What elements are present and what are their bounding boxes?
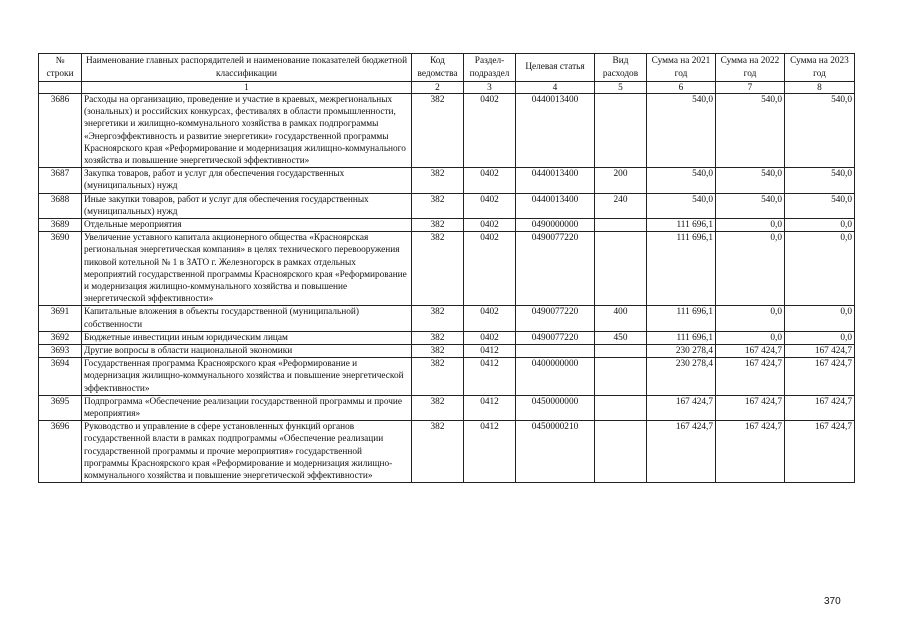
row-section: 0402 <box>464 168 516 193</box>
row-target: 0490000000 <box>516 219 595 232</box>
row-number: 3691 <box>39 306 82 331</box>
row-code: 382 <box>412 232 464 306</box>
row-sum-2022: 0,0 <box>716 306 785 331</box>
row-kind: 400 <box>595 306 647 331</box>
row-section: 0402 <box>464 94 516 168</box>
row-code: 382 <box>412 94 464 168</box>
row-sum-2022: 167 424,7 <box>716 358 785 396</box>
table-row <box>39 168 855 193</box>
column-number: 3 <box>464 82 516 94</box>
row-sum-2022: 540,0 <box>716 193 785 218</box>
column-number: 7 <box>716 82 785 94</box>
row-target: 0490077220 <box>516 232 595 306</box>
header-name: Наименование главных распорядителей и наименование показателей бюджетной классификации <box>82 54 412 82</box>
row-sum-2023: 167 424,7 <box>785 421 855 483</box>
table-body <box>39 94 855 483</box>
table-row <box>39 306 855 331</box>
row-sum-2022: 0,0 <box>716 232 785 306</box>
table-row <box>39 331 855 344</box>
row-sum-2022: 167 424,7 <box>716 345 785 358</box>
header-target: Целевая статья <box>516 54 595 82</box>
row-kind <box>595 421 647 483</box>
row-name: Подпрограмма «Обеспечение реализации государственной программы и прочие мероприятия» <box>82 395 412 420</box>
row-sum-2021: 111 696,1 <box>647 232 716 306</box>
header-code: Код ведомства <box>412 54 464 82</box>
row-target: 0490077220 <box>516 331 595 344</box>
row-code: 382 <box>412 331 464 344</box>
column-number: 5 <box>595 82 647 94</box>
row-kind <box>595 395 647 420</box>
row-sum-2023: 0,0 <box>785 219 855 232</box>
table-row <box>39 421 855 483</box>
row-section: 0412 <box>464 421 516 483</box>
budget-table <box>38 53 855 483</box>
header-row <box>39 54 855 82</box>
row-section: 0412 <box>464 358 516 396</box>
row-target: 0450000000 <box>516 395 595 420</box>
table-row <box>39 395 855 420</box>
row-sum-2021: 111 696,1 <box>647 306 716 331</box>
row-sum-2021: 230 278,4 <box>647 345 716 358</box>
table-row <box>39 345 855 358</box>
table-row <box>39 193 855 218</box>
table-header <box>39 54 855 94</box>
row-kind <box>595 232 647 306</box>
row-code: 382 <box>412 421 464 483</box>
row-name: Бюджетные инвестиции иным юридическим лицам <box>82 331 412 344</box>
page-number: 370 <box>824 596 841 607</box>
row-sum-2023: 167 424,7 <box>785 345 855 358</box>
row-section: 0412 <box>464 345 516 358</box>
row-target: 0440013400 <box>516 193 595 218</box>
row-name: Отдельные мероприятия <box>82 219 412 232</box>
row-sum-2023: 540,0 <box>785 193 855 218</box>
row-name: Государственная программа Красноярского края «Реформирование и модернизация жилищно-коммунального хозяйства и повышение энергетической эффективности» <box>82 358 412 396</box>
row-name: Увеличение уставного капитала акционерного общества «Красноярская региональная энергетическая компания» в целях технического перевооружения пиковой котельной № 1 в ЗАТО г. Железногорск в рамках отдельных мероприятий государственной программы Красноярского края «Реформирование и модернизация жилищно-коммунального хозяйства и повышение энергетической эффективности» <box>82 232 412 306</box>
row-kind <box>595 358 647 396</box>
row-code: 382 <box>412 395 464 420</box>
column-number: 6 <box>647 82 716 94</box>
row-number: 3689 <box>39 219 82 232</box>
column-number: 8 <box>785 82 855 94</box>
row-sum-2021: 167 424,7 <box>647 421 716 483</box>
row-kind: 450 <box>595 331 647 344</box>
row-sum-2021: 111 696,1 <box>647 331 716 344</box>
row-sum-2021: 167 424,7 <box>647 395 716 420</box>
header-sum-2022: Сумма на 2022 год <box>716 54 785 82</box>
column-number: 2 <box>412 82 464 94</box>
row-number: 3687 <box>39 168 82 193</box>
row-sum-2021: 540,0 <box>647 168 716 193</box>
header-kind: Вид расходов <box>595 54 647 82</box>
row-code: 382 <box>412 345 464 358</box>
row-sum-2023: 540,0 <box>785 94 855 168</box>
row-name: Руководство и управление в сфере установленных функций органов государственной власти в рамках подпрограммы «Обеспечение реализации государственной программы и прочие мероприятия» государственной программы Красноярского края «Реформирование и модернизация жилищно-коммунального хозяйства и повышение энергетической эффективности» <box>82 421 412 483</box>
header-section: Раздел-подраздел <box>464 54 516 82</box>
row-name: Иные закупки товаров, работ и услуг для обеспечения государственных (муниципальных) нужд <box>82 193 412 218</box>
table-row <box>39 94 855 168</box>
row-sum-2022: 540,0 <box>716 94 785 168</box>
row-sum-2021: 540,0 <box>647 94 716 168</box>
row-number: 3694 <box>39 358 82 396</box>
row-target: 0400000000 <box>516 358 595 396</box>
row-kind <box>595 94 647 168</box>
row-section: 0402 <box>464 232 516 306</box>
row-code: 382 <box>412 306 464 331</box>
row-name: Другие вопросы в области национальной экономики <box>82 345 412 358</box>
row-sum-2021: 540,0 <box>647 193 716 218</box>
row-name: Закупка товаров, работ и услуг для обеспечения государственных (муниципальных) нужд <box>82 168 412 193</box>
table-row <box>39 219 855 232</box>
row-number: 3693 <box>39 345 82 358</box>
row-target: 0440013400 <box>516 168 595 193</box>
row-target <box>516 345 595 358</box>
row-sum-2022: 167 424,7 <box>716 395 785 420</box>
row-number: 3692 <box>39 331 82 344</box>
row-number: 3690 <box>39 232 82 306</box>
column-number <box>39 82 82 94</box>
row-number: 3696 <box>39 421 82 483</box>
row-name: Капитальные вложения в объекты государственной (муниципальной) собственности <box>82 306 412 331</box>
row-section: 0402 <box>464 331 516 344</box>
row-sum-2022: 0,0 <box>716 219 785 232</box>
row-number: 3686 <box>39 94 82 168</box>
column-number: 4 <box>516 82 595 94</box>
row-sum-2023: 167 424,7 <box>785 395 855 420</box>
column-number-row <box>39 82 855 94</box>
table-row <box>39 358 855 396</box>
row-sum-2021: 111 696,1 <box>647 219 716 232</box>
row-code: 382 <box>412 358 464 396</box>
row-number: 3688 <box>39 193 82 218</box>
row-code: 382 <box>412 168 464 193</box>
row-section: 0402 <box>464 219 516 232</box>
table-row <box>39 232 855 306</box>
row-sum-2023: 0,0 <box>785 306 855 331</box>
row-sum-2022: 167 424,7 <box>716 421 785 483</box>
row-name: Расходы на организацию, проведение и участие в краевых, межрегиональных (зональных) и российских конкурсах, фестивалях в области промышленности, энергетики и жилищно-коммунального хозяйства в рамках подпрограммы «Энергоэффективность и развитие энергетики» государственной программы Красноярского края «Реформирование и модернизация жилищно-коммунального хозяйства и повышение энергетической эффективности» <box>82 94 412 168</box>
row-number: 3695 <box>39 395 82 420</box>
row-section: 0412 <box>464 395 516 420</box>
row-sum-2023: 0,0 <box>785 331 855 344</box>
row-code: 382 <box>412 193 464 218</box>
header-num: № строки <box>39 54 82 82</box>
row-section: 0402 <box>464 193 516 218</box>
row-sum-2023: 0,0 <box>785 232 855 306</box>
row-sum-2022: 0,0 <box>716 331 785 344</box>
row-kind: 240 <box>595 193 647 218</box>
row-kind <box>595 345 647 358</box>
row-sum-2021: 230 278,4 <box>647 358 716 396</box>
row-sum-2023: 540,0 <box>785 168 855 193</box>
row-sum-2023: 167 424,7 <box>785 358 855 396</box>
row-target: 0440013400 <box>516 94 595 168</box>
row-target: 0490077220 <box>516 306 595 331</box>
header-sum-2023: Сумма на 2023 год <box>785 54 855 82</box>
row-sum-2022: 540,0 <box>716 168 785 193</box>
row-code: 382 <box>412 219 464 232</box>
column-number: 1 <box>82 82 412 94</box>
row-section: 0402 <box>464 306 516 331</box>
row-kind: 200 <box>595 168 647 193</box>
row-target: 0450000210 <box>516 421 595 483</box>
header-sum-2021: Сумма на 2021 год <box>647 54 716 82</box>
row-kind <box>595 219 647 232</box>
